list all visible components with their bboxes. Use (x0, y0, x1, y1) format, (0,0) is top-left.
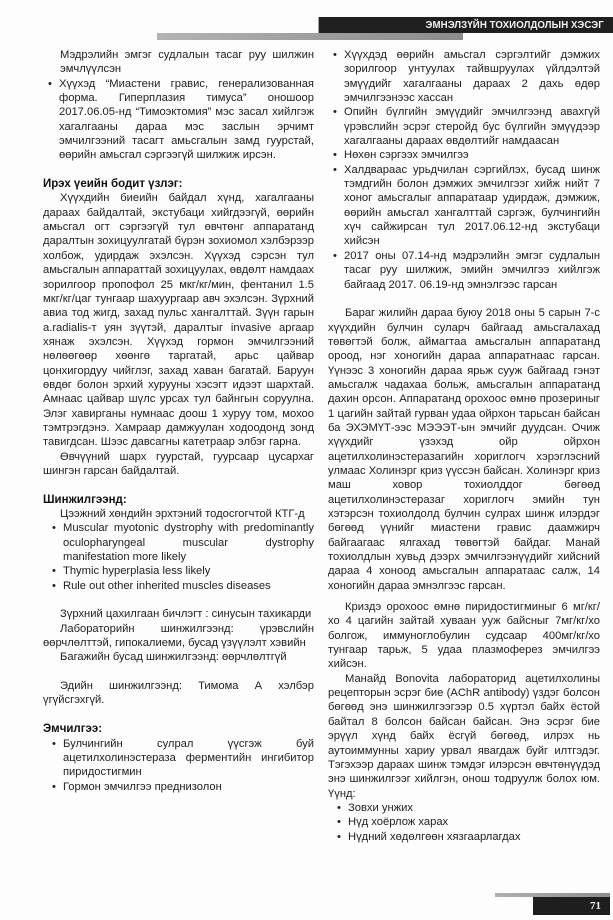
treatment-heading: Эмчилгээ: (43, 723, 103, 736)
intro-continuation: Мэдрэлийн эмгэг судлалын тасаг руу шилжин эмчлүүлсэн (60, 49, 314, 76)
list-item: • Зовхи унжих (332, 801, 600, 815)
tests-heading: Шинжилгээнд: (43, 493, 127, 506)
list-item: • Thymic hyperplasia less likely (47, 564, 314, 578)
list-item: • Хүүхдэд өөрийн амьсгал сэргэлтийг дэмжих зорилгоор унтуулах тайвшруулах үйлдэлтэй эмүүдийг хагалгааны дараах 2 дахь өдөр эмчилгээнээс хассан (328, 48, 600, 105)
header-accent-bar (157, 33, 463, 40)
section-header-bar (319, 17, 613, 33)
body-paragraph: Криздэ орохоос өмнө пиридостигминыг 6 мг/кг/хо 4 цагийн зайтай хуваан ууж байсныг 7мг/кг/хо болгож, иммуноглобулин судсаар 400мг/кг/хо тунгаар тарьж, 5 удаа плазмоферез эмчилгээ хийсэн. (328, 601, 600, 671)
treatment-continued-list (328, 48, 600, 292)
ecg-line: Зүрхний цахилгаан бичлэгт : синусын тахикарди (60, 608, 312, 621)
page-number: 71 (590, 900, 601, 912)
instrument-line: Багажийн бусад шинжилгээнд: өөрчлөлтгүй (60, 651, 287, 664)
symptom-list (328, 801, 600, 844)
tests-list (43, 521, 314, 593)
exam-paragraph: Хүүхдийн биеийн байдал хүнд, хагалгааны дараах байдалтай, экстубаци хийгдээгүй, өөрийн амьсгал огт сэргээгүй тул өвчтөнг аппаратанд даралтын зохицуулгатай бүрэн зохиомол хэлбэрээр холбож, удирдаж эхэлсэн. Хүүхэд сэрсэн тул амьсгалын аппараттай зохицуулах, өвдөлт намдаах зорилгоор пропофол 25 мкг/кг/мин, фентанил 1.5 мкг/кг/цаг тунгаар шахуургаар авч эхэлсэн. Зүрхний авиа тод жигд, захад пульс хангалттай. Зүүн гарын a.radialis-т уян зүүтэй, даралтыг invasive аргаар хянаж эхэлсэн. Хүүхэд гормон эмчилгээний нөлөөгөөр хөөнгө таргатай, арьс цайвар цонхигордуу чийглэг, захад хаван багатай. Баруун өвдөг болон эрхий хурууны хэсэгт идээт шархтай. Амнаас цайвар шүлс урсах тул байнгын соруулна. Элэг хавирганы нумнаас доош 1 хуруу том, мохоо тэмтрэгдэнэ. Хамраар дамжуулан ходоодонд зонд тавигдсан. Шээс давсагны катетраар элбэг гарна. (43, 192, 314, 449)
list-item: • Нөхөн сэргээх эмчилгээ (328, 148, 600, 162)
page-number-box (533, 897, 610, 915)
list-item: • Хүүхэд “Миастени гравис, генерализованная форма. Гиперплазия тимуса” оношоор 2017.06.05-нд “Тимоэктомия” мэс засал хийлгэж хагалгааны дараа мэс заслын эрчимт эмчилгээний тасагт амьсгалын замд гуурстай, өөрийн амьсгал сэргээгүй шилжиж ирсэн. (43, 77, 314, 163)
list-item: • 2017 оны 07.14-нд мэдрэлийн эмгэг судлалын тасаг руу шилжиж, эмийн эмчилгээ хийлгэж байгаад 2017. 06.19-нд эмнэлгээс гарсан (328, 249, 600, 292)
list-item: • Халдвараас урьдчилан сэргийлэх, бусад шинж тэмдгийн болон дэмжих эмчилгээг хийж нийт 7 хоног амьсгалыг аппаратаар удирдаж, дэмжиж, өөрийн амьсгал хангалттай сэргэж, булчингийн хүч сайжирсан тул 2017.06.12-нд экстубаци хийсэн (328, 163, 600, 249)
intro-list (43, 77, 314, 163)
list-item: • Нүдний хөдөлгөөн хязгаарлагдах (332, 830, 600, 844)
body-paragraph: Бараг жилийн дараа буюу 2018 оны 5 сарын 7-с хүүхдийн булчин суларч байгаад амьсгалахад төвөгтэй болж, аймагтаа амьсгалын аппаратанд ороод, нэг хоногийн дараа аппаратнаас гарсан. Үүнээс 3 хоногийн дараа ярьж сууж байгаад гэнэт амьсгалж чадахаа больж, амьсгалын аппаратанд дахин орсон. Аппаратанд орохоос өмнө прозериныг 1 цагийн зайтай гурван удаа ойрхон тарьсан байсан ба ЭХЭМҮТ-ээс МЭЭЭТ-ын эмчийг дуудсан. Очиж хүүхдийг үзэхэд ойр ойрхон ацетилхолинэстеразагийн хориглогч хэрэглэсний улмаас Холинэрг криз үүссэн байсан. Холинэрг криз маш ховор тохиолддог бөгөөд ацетилхолинэстеразаг хориглогч эмийн тун хэтэрсэн тохиолдолд булчин сулрах шинж илэрдэг бөгөөд үүнийг миастени гравис даамжирч байгаагаас ялгахад төвөгтэй байдаг. Манай тохиолдлын хувьд дээрх эмчилгээнүүдийг хийсний дараа 4 хоноод амьсгалын аппаратаас салж, 14 хоногийн дараа эмнэлгээс гарсан. (328, 307, 600, 592)
exam-paragraph: Өвчүүний шарх гуурстай, гуурсаар цусархаг шингэн гарсан байдалтай. (43, 450, 314, 477)
tissue-line: Эдийн шинжилгээнд: Тимома А хэлбэр үгүйсгэхгүй. (43, 680, 314, 707)
list-item: • Rule out other inherited muscles diseases (47, 579, 314, 593)
body-paragraph: Манайд Bonovita лабораторид ацетилхолины рецепторын эсрэг бие (AChR antibody) үздэг болсон бөгөөд энэ шинжилгээгээр 0.5 хүртэл байх ёстой байтал 8 болсон байсан байсан. Энэ эсрэг бие эрүүл хүнд байх ёсгүй бөгөөд, илрэх нь аутоиммунны хариу урвал явагдаж буйг илтгэдэг. Тэгэхээр дараах шинж тэмдэг илэрсэн өвчтөнүүдэд энэ шинжилгээг хийлгэн, онош тодруулж болох юм. Үүнд: (328, 672, 600, 800)
list-item: • Булчингийн сулрал үүсгэж буй ацетилхолинэстераза ферментийн ингибитор пиридостигмин (47, 737, 314, 780)
list-item: • Нүд хоёрлож харах (332, 815, 600, 829)
list-item: • Muscular myotonic dystrophy with predominantly oculopharyngeal muscular dystrophy manifestation more likely (47, 521, 314, 564)
lab-line: Лабораторийн шинжилгээнд: үрэвслийн өөрчлөлттэй, гипокалиеми, бусад үзүүлэлт хэвийн (43, 622, 314, 650)
list-item: • Опийн бүлгийн эмүүдийг эмчилгээнд авахгүй үрэвслийн эсрэг стеройд бус бүлгийн эмүүдээр хагалгааны дараах өвдөлтийг намдаасан (328, 105, 600, 148)
ct-line: Цээжний хөндийн эрхтэний тодосгогчтой КТГ-д (60, 508, 305, 520)
left-column (43, 48, 314, 794)
treatment-list (43, 737, 314, 794)
right-column (328, 48, 600, 844)
exam-heading: Ирэх үеийн бодит үзлэг: (43, 178, 183, 191)
list-item: • Гормон эмчилгээ преднизолон (47, 780, 314, 794)
section-title: ЭМНЭЛЗҮЙН ТОХИОЛДОЛЫН ХЭСЭГ (425, 19, 604, 31)
